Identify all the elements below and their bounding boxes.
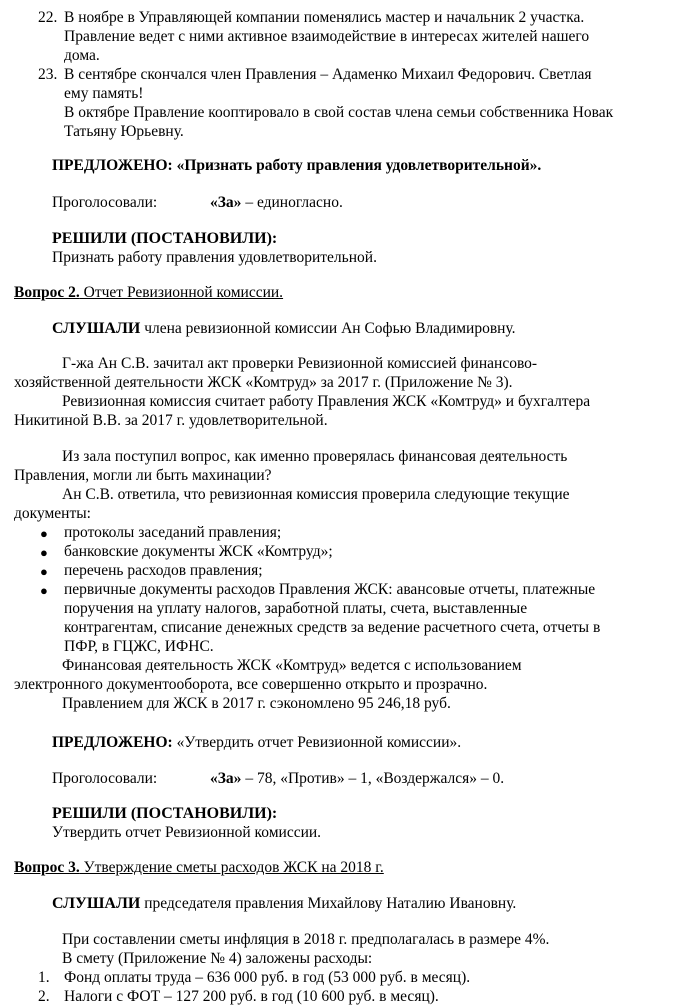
list-number: 1. [38, 969, 50, 986]
paragraph-line: При составлении сметы инфляция в 2018 г. предполагалась в размере 4%. [62, 931, 550, 948]
paragraph-line: Финансовая деятельность ЖСК «Комтруд» ведется с использованием [62, 657, 522, 674]
heard-line [52, 319, 516, 338]
list-item: перечень расходов правления; [64, 562, 263, 579]
paragraph-line: электронного документооборота, все совершенно открыто и прозрачно. [14, 676, 488, 693]
paragraph-line: В сентябре скончался член Правления – Адаменко Михаил Федорович. Светлая [64, 66, 592, 83]
list-item: протоколы заседаний правления; [64, 524, 282, 541]
list-item: поручения на уплату налогов, заработной платы, счета, выставленные [64, 600, 528, 617]
paragraph-line: документы: [14, 505, 91, 522]
vote-for: «За» [210, 770, 242, 787]
paragraph-line: Ан С.В. ответила, что ревизионная комиссия проверила следующие текущие [62, 486, 570, 503]
list-item: Фонд оплаты труда – 636 000 руб. в год (53 000 руб. в месяц). [64, 969, 471, 986]
heard-line [52, 894, 516, 913]
paragraph-line: Татьяну Юрьевну. [64, 123, 184, 140]
paragraph-line: В октябре Правление кооптировало в свой состав члена семьи собственника Новак [64, 104, 614, 121]
bullet-icon: ● [40, 564, 48, 579]
paragraph-line: дома. [64, 47, 100, 64]
decided-text: Утвердить отчет Ревизионной комиссии. [52, 824, 322, 841]
paragraph-line: Правлением для ЖСК в 2017 г. сэкономлено 95 246,18 руб. [62, 695, 451, 712]
list-item: ПФР, в ГЦЖС, ИФНС. [64, 638, 214, 655]
list-item: банковские документы ЖСК «Комтруд»; [64, 543, 333, 560]
question-title: Утверждение сметы расходов ЖСК на 2018 г. [79, 859, 384, 876]
proposed-label: ПРЕДЛОЖЕНО: [52, 734, 173, 751]
question-label: Вопрос 2. [14, 284, 80, 301]
paragraph-line: хозяйственной деятельности ЖСК «Комтруд» за 2017 г. (Приложение № 3). [14, 374, 513, 391]
heard-label: СЛУШАЛИ [52, 895, 141, 912]
list-item: контрагентам, списание денежных средств за ведение расчетного счета, отчеты в [64, 619, 601, 636]
proposal [52, 733, 461, 752]
decided-label: РЕШИЛИ (ПОСТАНОВИЛИ): [52, 805, 278, 822]
bullet-icon: ● [40, 583, 48, 598]
vote-rest: – 78, «Против» – 1, «Воздержался» – 0. [241, 770, 505, 787]
proposal [52, 156, 541, 175]
bullet-icon: ● [40, 526, 48, 541]
paragraph-line: Правление ведет с ними активное взаимодействие в интересах жителей нашего [64, 28, 590, 45]
proposed-text: «Утвердить отчет Ревизионной комиссии». [172, 734, 462, 751]
proposed-text: «Признать работу правления удовлетворительной». [172, 157, 542, 174]
question-heading [14, 283, 283, 302]
paragraph-line: В смету (Приложение № 4) заложены расходы: [62, 950, 373, 967]
list-number: 23. [38, 66, 58, 83]
paragraph-line: ему память! [64, 85, 144, 102]
paragraph-line: Правления, могли ли быть махинации? [14, 467, 272, 484]
vote-rest: – единогласно. [241, 194, 343, 211]
decided-label: РЕШИЛИ (ПОСТАНОВИЛИ): [52, 230, 278, 247]
bullet-icon: ● [40, 545, 48, 560]
paragraph-line: В ноябре в Управляющей компании поменялись мастер и начальник 2 участка. [64, 9, 585, 26]
question-label: Вопрос 3. [14, 859, 80, 876]
voted-label: Проголосовали: [52, 194, 158, 211]
heard-text: члена ревизионной комиссии Ан Софью Владимировну. [140, 320, 516, 337]
question-title: Отчет Ревизионной комиссии. [79, 284, 284, 301]
list-item: первичные документы расходов Правления ЖСК: авансовые отчеты, платежные [64, 581, 596, 598]
vote-result [210, 769, 504, 788]
heard-label: СЛУШАЛИ [52, 320, 141, 337]
list-number: 2. [38, 988, 50, 1005]
paragraph-line: Из зала поступил вопрос, как именно проверялась финансовая деятельность [62, 448, 568, 465]
voted-label: Проголосовали: [52, 770, 158, 787]
list-item: Налоги с ФОТ – 127 200 руб. в год (10 600 руб. в месяц). [64, 988, 439, 1005]
vote-for: «За» [210, 194, 242, 211]
vote-result [210, 193, 343, 212]
proposed-label: ПРЕДЛОЖЕНО: [52, 157, 173, 174]
list-number: 22. [38, 9, 58, 26]
paragraph-line: Г-жа Ан С.В. зачитал акт проверки Ревизионной комиссией финансово- [62, 355, 538, 372]
heard-text: председателя правления Михайлову Наталию Ивановну. [140, 895, 517, 912]
question-heading [14, 858, 384, 877]
paragraph-line: Никитиной В.В. за 2017 г. удовлетворительной. [14, 412, 328, 429]
decided-text: Признать работу правления удовлетворительной. [52, 249, 377, 266]
paragraph-line: Ревизионная комиссия считает работу Правления ЖСК «Комтруд» и бухгалтера [62, 393, 591, 410]
